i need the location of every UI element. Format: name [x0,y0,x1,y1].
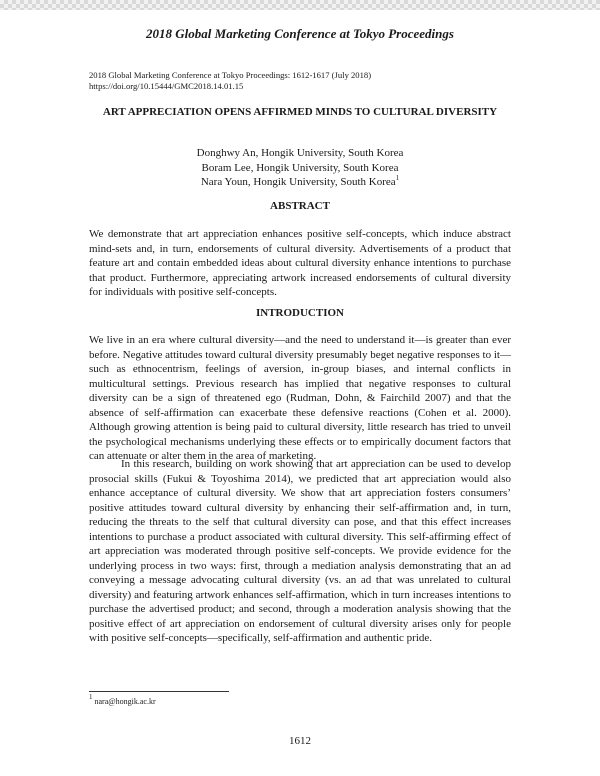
citation-line: 2018 Global Marketing Conference at Tokyo Proceedings: 1612-1617 (July 2018) [89,70,372,80]
author-line [89,175,511,190]
intro-paragraph-1: We live in an era where cultural diversity—and the need to understand it—is greater than ever before. Negative attitudes toward cultural diversity presumably beget negative responses to it—such as ethnocentrism, feelings of aversion, in-group biases, and internal conflicts in multicultural settings. Previous research has implied that negative responses to cultural diversity can be a sign of threatened ego (Rudman, Dohn, & Fairchild 2007) and that the absence of self-affirmation can exacerbate these defensive reactions (Cohen et al. 2000). Although growing attention is being paid to cultural diversity, little research has tried to unveil the psychological mechanisms underlying these effects or to empirically document factors that can attenuate or alter them in the area of marketing. [89,334,511,462]
author-line: Boram Lee, Hongik University, South Korea [201,161,399,174]
author-name: Nara Youn, Hongik University, South Korea [200,176,396,188]
introduction-heading: INTRODUCTION [255,307,344,319]
footnote [89,693,156,706]
footnote-divider [89,691,229,692]
footnote-number: 1 [89,693,93,701]
abstract-heading: ABSTRACT [270,200,330,212]
running-header: 2018 Global Marketing Conference at Tokyo Proceedings [146,26,454,41]
page-number: 1612 [289,735,311,747]
author-list [89,146,511,190]
doi-link[interactable]: https://doi.org/10.15444/GMC2018.14.01.15 [89,81,244,91]
intro-paragraph-2: In this research, building on work showing that art appreciation can be used to develop prosocial skills (Fukui & Toyoshima 2014), we predicted that art appreciation would also enhance acceptance of cultural diversity. We show that art appreciation fosters consumers’ positive attitudes toward cultural diversity by enhancing their self-affirmation and, in turn, reducing the threats to the self that cultural diversity can pose, and that this effect increases intentions to purchase a product associated with cultural diversity. This self-affirming effect of art appreciation was moderated through positive self-concepts. We provide evidence for the underlying process in two ways: first, through a mediation analysis demonstrating that an ad conveying a message advocating cultural diversity (vs. an ad that was unrelated to cultural diversity) and featuring artwork enhances self-affirmation, which in turn increases intentions to purchase the advertised product; and second, through a moderation analysis showing that the positive effect of art appreciation on endorsement of cultural diversity arises only for people with positive self-concepts—specifically, self-affirmation and authentic pride. [89,458,511,644]
viewer-top-strip [0,0,600,10]
citation-block [89,70,371,92]
paper-title: ART APPRECIATION OPENS AFFIRMED MINDS TO CULTURAL DIVERSITY [102,106,498,118]
author-line: Donghwy An, Hongik University, South Korea [196,147,404,159]
abstract-text: We demonstrate that art appreciation enhances positive self-concepts, which induce abstract mind-sets and, in turn, endorsements of cultural diversity. Advertisements of a product that feature art and contain embedded ideas about cultural diversity enhance intentions to purchase that product. Furthermore, appreciating artwork increased endorsements of cultural diversity for individuals with positive self-concepts. [89,228,511,298]
footnote-marker[interactable]: 1 [395,174,400,182]
footnote-email[interactable]: nara@hongik.ac.kr [94,697,156,706]
